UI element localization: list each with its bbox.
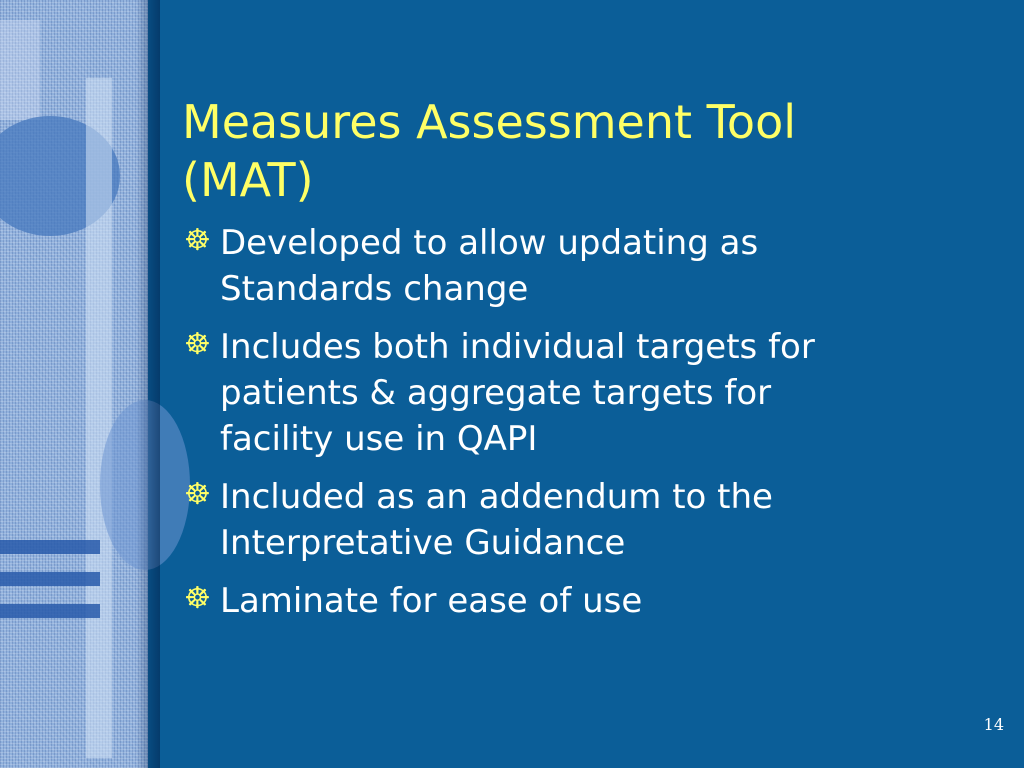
decorative-shadow (136, 0, 160, 768)
bullet-text: Includes both individual targets for (220, 327, 815, 367)
bullet-item (182, 474, 972, 566)
bullet-item (182, 220, 972, 312)
bullet-text: Laminate for ease of use (220, 581, 643, 621)
bullet-text: Included as an addendum to the (220, 477, 773, 517)
bullet-text: Developed to allow updating as (220, 223, 759, 263)
bullet-item (182, 324, 972, 462)
ship-wheel-icon: ☸ (184, 223, 211, 258)
ship-wheel-icon: ☸ (184, 581, 211, 616)
page-number: 14 (983, 715, 1004, 734)
bullet-text: Standards change (220, 269, 529, 309)
bullet-item (182, 578, 972, 624)
title-line: (MAT) (182, 152, 314, 207)
bullet-text: patients & aggregate targets for (220, 373, 772, 413)
bullet-text: facility use in QAPI (220, 419, 538, 459)
ship-wheel-icon: ☸ (184, 477, 211, 512)
slide-title (182, 93, 982, 209)
decorative-horizontal-bar (0, 572, 100, 586)
decorative-vertical-bar (86, 78, 112, 758)
decorative-band (0, 20, 40, 120)
title-line: Measures Assessment Tool (182, 94, 796, 149)
bullet-list (182, 220, 972, 636)
ship-wheel-icon: ☸ (184, 327, 211, 362)
decorative-horizontal-bar (0, 604, 100, 618)
decorative-side-strip (0, 0, 148, 768)
decorative-horizontal-bar (0, 540, 100, 554)
bullet-text: Interpretative Guidance (220, 523, 626, 563)
